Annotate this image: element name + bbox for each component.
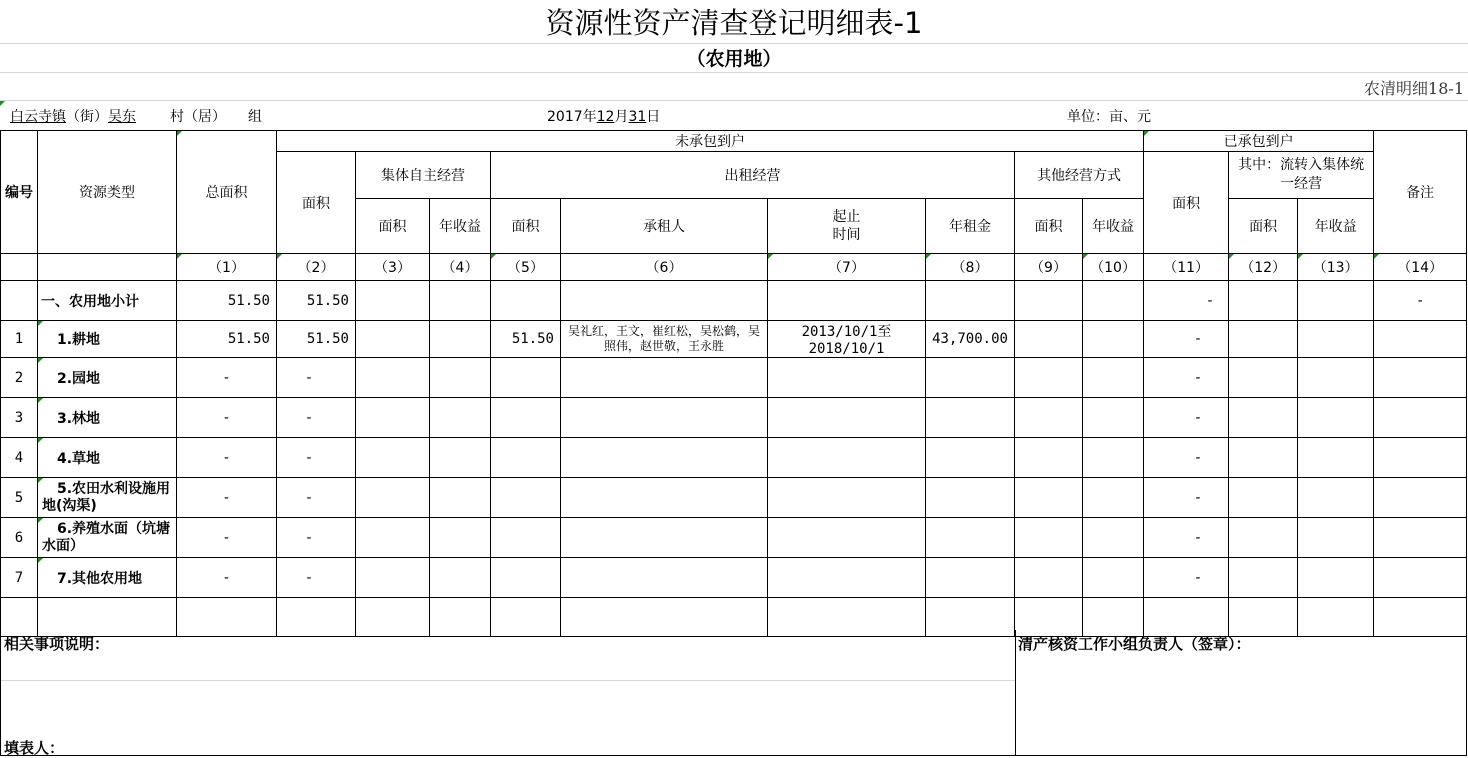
cell-remark [1374,321,1467,358]
header-no: 编号 [1,131,38,254]
cell-period [768,438,926,478]
cell-remark [1374,398,1467,438]
cell-empty [1083,518,1144,558]
cell-empty [1298,321,1374,358]
cell-rent [926,558,1015,598]
cell-flag [0,101,5,106]
cell-empty [356,321,430,358]
signature-area [1016,630,1466,755]
cell-contracted-area: - [1144,438,1229,478]
cell-contracted-area: - [1144,398,1229,438]
cell-no: 4 [1,438,38,478]
cell-total: - [177,358,277,398]
header-transfer: 其中：流转入集体统一经营 [1229,152,1374,199]
cell-contracted-area: - [1144,478,1229,518]
cell-no: 6 [1,518,38,558]
cell-empty [1015,321,1083,358]
cell-empty [430,321,491,358]
cell-empty [1229,358,1298,398]
index-cell: （13） [1298,254,1374,281]
cell-type: 2.园地 [38,358,177,398]
cell-empty [1015,398,1083,438]
header-total: 总面积 [177,131,277,254]
row-divider [0,100,1468,101]
cell-remark [1374,478,1467,518]
header-rent: 年租金 [926,199,1015,254]
cell-area: - [277,478,356,518]
unit-label: 单位：亩、元 [1067,109,1151,125]
cell-empty [1083,438,1144,478]
cell-lessee: 吴礼红，王文，崔红松，吴松鹤，吴照伟，赵世敬，王永胜 [561,321,768,358]
asset-table [0,130,1467,637]
cell-type: 3.林地 [38,398,177,438]
index-cell: （2） [277,254,356,281]
cell-empty [1015,518,1083,558]
cell-empty [1229,518,1298,558]
header-other-area: 面积 [1015,199,1083,254]
header-contracted-area: 面积 [1144,152,1229,254]
index-cell: （3） [356,254,430,281]
cell-contracted-area: - [1144,558,1229,598]
town-name: 白云寺镇 [10,109,66,125]
header-lessee: 承租人 [561,199,768,254]
index-cell: （1） [177,254,277,281]
cell-empty [1015,558,1083,598]
table-row [1,438,1467,478]
cell-lease-area [491,281,561,321]
form-code: 农清明细18-1 [1364,79,1464,98]
header-collective: 集体自主经营 [356,152,491,199]
cell-empty [1298,398,1374,438]
cell-lease-area [491,558,561,598]
cell-no: 3 [1,398,38,438]
cell-rent [926,281,1015,321]
header-contracted: 已承包到户 [1144,131,1374,152]
cell-lease-area: 51.50 [491,321,561,358]
filler-label: 填表人： [4,739,65,757]
header-period: 起止 时间 [768,199,926,254]
cell-contracted-area: - [1144,281,1229,321]
cell-area: - [277,358,356,398]
cell-period [768,558,926,598]
header-collective-income: 年收益 [430,199,491,254]
index-cell: （6） [561,254,768,281]
index-cell-blank [38,254,177,281]
header-other: 其他经营方式 [1015,152,1144,199]
cell-total: - [177,478,277,518]
cell-empty [1015,478,1083,518]
cell-empty [1229,398,1298,438]
cell-lease-area [491,358,561,398]
cell-no: 1 [1,321,38,358]
index-cell: （10） [1083,254,1144,281]
cell-period [768,518,926,558]
footer-section [0,630,1467,756]
index-cell: （12） [1229,254,1298,281]
cell-rent [926,478,1015,518]
cell-empty [1083,358,1144,398]
table-row [1,321,1467,358]
cell-lease-area [491,438,561,478]
town-suffix: （街） [66,109,108,125]
cell-remark [1374,518,1467,558]
cell-type: 一、农用地小计 [38,281,177,321]
cell-empty [356,358,430,398]
cell-type-text: 5.农田水利设施用地(沟渠) [42,480,171,514]
header-collective-area: 面积 [356,199,430,254]
cell-no: 5 [1,478,38,518]
table-row [1,358,1467,398]
cell-remark [1374,558,1467,598]
header-type: 资源类型 [38,131,177,254]
cell-contracted-area: - [1144,358,1229,398]
index-cell: （5） [491,254,561,281]
cell-area: - [277,438,356,478]
cell-type: 1.耕地 [38,321,177,358]
cell-empty [1083,281,1144,321]
header-remark: 备注 [1374,131,1467,254]
cell-rent [926,358,1015,398]
cell-area: - [277,518,356,558]
cell-contracted-area: - [1144,321,1229,358]
cell-empty [1015,438,1083,478]
cell-empty [1298,438,1374,478]
cell-lessee [561,518,768,558]
cell-lease-area [491,398,561,438]
cell-empty [356,438,430,478]
table-row [1,478,1467,518]
date-day-suffix: 日 [646,109,661,125]
cell-period [768,478,926,518]
cell-empty [1229,558,1298,598]
notes-label: 相关事项说明： [4,635,110,653]
cell-total: - [177,398,277,438]
header-transfer-income: 年收益 [1298,199,1374,254]
cell-period [768,398,926,438]
index-cell: （4） [430,254,491,281]
cell-type [38,518,177,558]
village-suffix: 村（居） [170,109,226,125]
cell-empty [1229,281,1298,321]
table-row [1,518,1467,558]
cell-contracted-area: - [1144,518,1229,558]
cell-area: - [277,558,356,598]
form-subtitle: （农用地） [0,43,1468,73]
cell-empty [430,518,491,558]
cell-lessee [561,358,768,398]
cell-period [768,281,926,321]
index-cell: （14） [1374,254,1467,281]
cell-total: - [177,518,277,558]
cell-empty [1083,398,1144,438]
cell-type-text: 6.养殖水面（坑塘水面） [42,520,171,554]
cell-total: - [177,558,277,598]
cell-type [38,478,177,518]
form-title: 资源性资产清查登记明细表-1 [0,0,1468,44]
cell-type: 7.其他农用地 [38,558,177,598]
date-month-suffix: 月 [614,109,629,125]
notes-divider [1,680,1015,681]
date-year: 2017年 [547,109,597,125]
cell-no: 7 [1,558,38,598]
cell-empty [356,281,430,321]
cell-empty [1229,321,1298,358]
cell-empty [1083,321,1144,358]
header-lease: 出租经营 [491,152,1015,199]
cell-total: 51.50 [177,321,277,358]
cell-lessee [561,438,768,478]
cell-remark [1374,358,1467,398]
village-name: 吴东 [108,109,136,125]
cell-period [768,358,926,398]
index-cell: （11） [1144,254,1229,281]
notes-area [1,630,1016,755]
cell-empty [1083,478,1144,518]
index-cell: （9） [1015,254,1083,281]
cell-lease-area [491,518,561,558]
cell-total: - [177,438,277,478]
cell-empty [1298,558,1374,598]
cell-empty [430,358,491,398]
header-lease-area: 面积 [491,199,561,254]
cell-area: - [277,398,356,438]
cell-empty [430,438,491,478]
index-row [1,254,1467,281]
index-cell: （8） [926,254,1015,281]
report-date [547,107,660,127]
cell-remark [1374,438,1467,478]
cell-lease-area [491,478,561,518]
cell-lessee [561,558,768,598]
cell-area: 51.50 [277,281,356,321]
table-row [1,558,1467,598]
cell-empty [430,398,491,438]
cell-empty [1298,518,1374,558]
cell-empty [356,398,430,438]
cell-rent [926,438,1015,478]
cell-empty [1298,358,1374,398]
cell-remark: - [1374,281,1467,321]
cell-rent: 43,700.00 [926,321,1015,358]
group-suffix: 组 [248,109,262,125]
date-day: 31 [628,109,647,125]
cell-empty [430,558,491,598]
header-area: 面积 [277,152,356,254]
cell-empty [1298,478,1374,518]
cell-empty [356,518,430,558]
cell-no: 2 [1,358,38,398]
cell-empty [356,478,430,518]
location-info [10,107,262,127]
cell-no [1,281,38,321]
cell-empty [1229,438,1298,478]
header-transfer-area: 面积 [1229,199,1298,254]
table-row [1,281,1467,321]
cell-lessee [561,281,768,321]
cell-empty [1015,358,1083,398]
cell-type: 4.草地 [38,438,177,478]
cell-rent [926,398,1015,438]
cell-empty [430,281,491,321]
cell-empty [1229,478,1298,518]
index-cell: （7） [768,254,926,281]
index-cell-blank [1,254,38,281]
cell-empty [1298,281,1374,321]
table-row [1,398,1467,438]
header-other-income: 年收益 [1083,199,1144,254]
cell-empty [430,478,491,518]
cell-area: 51.50 [277,321,356,358]
cell-total: 51.50 [177,281,277,321]
cell-rent [926,518,1015,558]
leader-label: 清产核资工作小组负责人（签章）： [1018,635,1251,653]
cell-lessee [561,478,768,518]
cell-lessee [561,398,768,438]
cell-empty [356,558,430,598]
cell-empty [1015,281,1083,321]
cell-period: 2013/10/1至2018/10/1 [768,321,926,358]
cell-empty [1083,558,1144,598]
date-month: 12 [596,109,615,125]
header-uncontracted: 未承包到户 [277,131,1144,152]
